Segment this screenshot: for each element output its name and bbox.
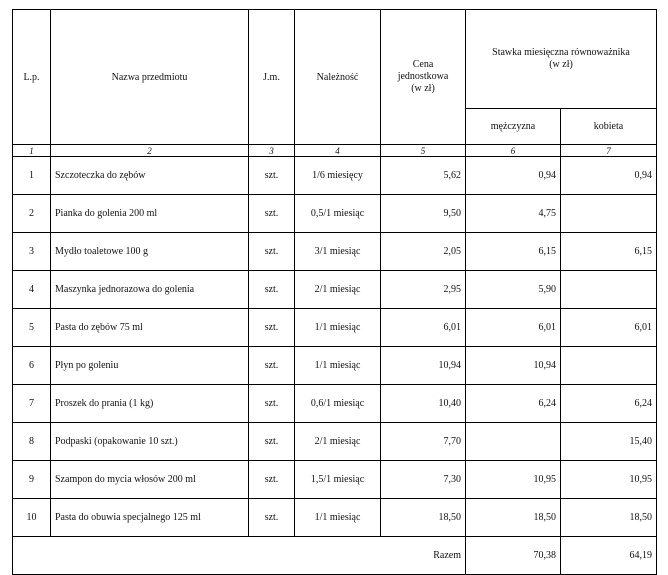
column-number: 4	[295, 145, 381, 157]
cell-rate-men: 10,95	[466, 461, 561, 499]
cell-rate-women: 10,95	[561, 461, 657, 499]
cell-rate-women: 6,01	[561, 309, 657, 347]
column-number: 5	[381, 145, 466, 157]
cell-unit: szt.	[249, 423, 295, 461]
cell-due: 1/6 miesięcy	[295, 157, 381, 195]
cell-item-name: Pasta do zębów 75 ml	[51, 309, 249, 347]
cell-item-name: Mydło toaletowe 100 g	[51, 233, 249, 271]
header-unit: J.m.	[249, 10, 295, 145]
equivalent-rates-table	[12, 9, 657, 575]
cell-rate-women	[561, 195, 657, 233]
column-number: 1	[13, 145, 51, 157]
cell-due: 1/1 miesiąc	[295, 347, 381, 385]
total-row	[13, 537, 657, 575]
cell-due: 3/1 miesiąc	[295, 233, 381, 271]
cell-unit-price: 2,95	[381, 271, 466, 309]
cell-rate-women: 0,94	[561, 157, 657, 195]
cell-unit: szt.	[249, 233, 295, 271]
header-unit-price-line2: jednostkowa	[397, 71, 449, 82]
table-row	[13, 233, 657, 271]
cell-due: 1/1 miesiąc	[295, 499, 381, 537]
cell-due: 1,5/1 miesiąc	[295, 461, 381, 499]
cell-rate-men: 0,94	[466, 157, 561, 195]
cell-rate-women: 18,50	[561, 499, 657, 537]
column-number: 3	[249, 145, 295, 157]
cell-item-name: Pianka do golenia 200 ml	[51, 195, 249, 233]
cell-unit-price: 5,62	[381, 157, 466, 195]
cell-unit-price: 6,01	[381, 309, 466, 347]
table-row	[13, 195, 657, 233]
table-row	[13, 157, 657, 195]
cell-lp: 8	[13, 423, 51, 461]
header-unit-price-line3: (w zł)	[411, 83, 435, 94]
table-row	[13, 423, 657, 461]
cell-item-name: Szczoteczka do zębów	[51, 157, 249, 195]
table-row	[13, 309, 657, 347]
cell-lp: 7	[13, 385, 51, 423]
cell-unit: szt.	[249, 195, 295, 233]
cell-unit-price: 9,50	[381, 195, 466, 233]
cell-unit-price: 18,50	[381, 499, 466, 537]
total-label: Razem	[13, 537, 466, 575]
cell-lp: 1	[13, 157, 51, 195]
header-item-name: Nazwa przedmiotu	[51, 10, 249, 145]
table-body	[13, 145, 657, 537]
cell-rate-women: 15,40	[561, 423, 657, 461]
cell-item-name: Proszek do prania (1 kg)	[51, 385, 249, 423]
cell-item-name: Szampon do mycia włosów 200 ml	[51, 461, 249, 499]
header-unit-price	[381, 10, 466, 145]
cell-unit-price: 10,40	[381, 385, 466, 423]
cell-rate-men	[466, 423, 561, 461]
cell-item-name: Maszynka jednorazowa do golenia	[51, 271, 249, 309]
cell-item-name: Podpaski (opakowanie 10 szt.)	[51, 423, 249, 461]
header-unit-price-line1: Cena	[412, 59, 434, 70]
cell-unit: szt.	[249, 385, 295, 423]
cell-unit-price: 2,05	[381, 233, 466, 271]
cell-lp: 6	[13, 347, 51, 385]
cell-unit-price: 10,94	[381, 347, 466, 385]
header-lp: L.p.	[13, 10, 51, 145]
cell-unit-price: 7,30	[381, 461, 466, 499]
cell-due: 1/1 miesiąc	[295, 309, 381, 347]
cell-rate-women	[561, 347, 657, 385]
cell-lp: 9	[13, 461, 51, 499]
cell-rate-men: 10,94	[466, 347, 561, 385]
table-row	[13, 385, 657, 423]
cell-unit: szt.	[249, 347, 295, 385]
column-number: 2	[51, 145, 249, 157]
cell-rate-women: 6,24	[561, 385, 657, 423]
cell-unit: szt.	[249, 499, 295, 537]
header-due: Należność	[295, 10, 381, 145]
cell-unit: szt.	[249, 461, 295, 499]
table-row	[13, 499, 657, 537]
total-men: 70,38	[466, 537, 561, 575]
cell-due: 0,6/1 miesiąc	[295, 385, 381, 423]
cell-rate-women	[561, 271, 657, 309]
table-row	[13, 271, 657, 309]
header-women: kobieta	[561, 109, 657, 145]
column-number: 6	[466, 145, 561, 157]
cell-unit: szt.	[249, 309, 295, 347]
cell-lp: 3	[13, 233, 51, 271]
cell-item-name: Płyn po goleniu	[51, 347, 249, 385]
cell-due: 0,5/1 miesiąc	[295, 195, 381, 233]
cell-unit-price: 7,70	[381, 423, 466, 461]
header-monthly-rate-line2: (w zł)	[549, 59, 573, 70]
cell-due: 2/1 miesiąc	[295, 271, 381, 309]
cell-rate-men: 6,01	[466, 309, 561, 347]
header-monthly-rate	[466, 10, 657, 109]
header-men: mężczyzna	[466, 109, 561, 145]
cell-rate-men: 6,24	[466, 385, 561, 423]
cell-due: 2/1 miesiąc	[295, 423, 381, 461]
column-number: 7	[561, 145, 657, 157]
cell-unit: szt.	[249, 271, 295, 309]
cell-rate-men: 18,50	[466, 499, 561, 537]
column-number-row	[13, 145, 657, 157]
cell-rate-men: 4,75	[466, 195, 561, 233]
table-row	[13, 347, 657, 385]
table-row	[13, 461, 657, 499]
cell-lp: 5	[13, 309, 51, 347]
cell-unit: szt.	[249, 157, 295, 195]
total-women: 64,19	[561, 537, 657, 575]
cell-lp: 2	[13, 195, 51, 233]
cell-item-name: Pasta do obuwia specjalnego 125 ml	[51, 499, 249, 537]
cell-lp: 10	[13, 499, 51, 537]
cell-rate-men: 5,90	[466, 271, 561, 309]
header-monthly-rate-line1: Stawka miesięczna równoważnika	[492, 47, 630, 58]
cell-lp: 4	[13, 271, 51, 309]
cell-rate-women: 6,15	[561, 233, 657, 271]
cell-rate-men: 6,15	[466, 233, 561, 271]
